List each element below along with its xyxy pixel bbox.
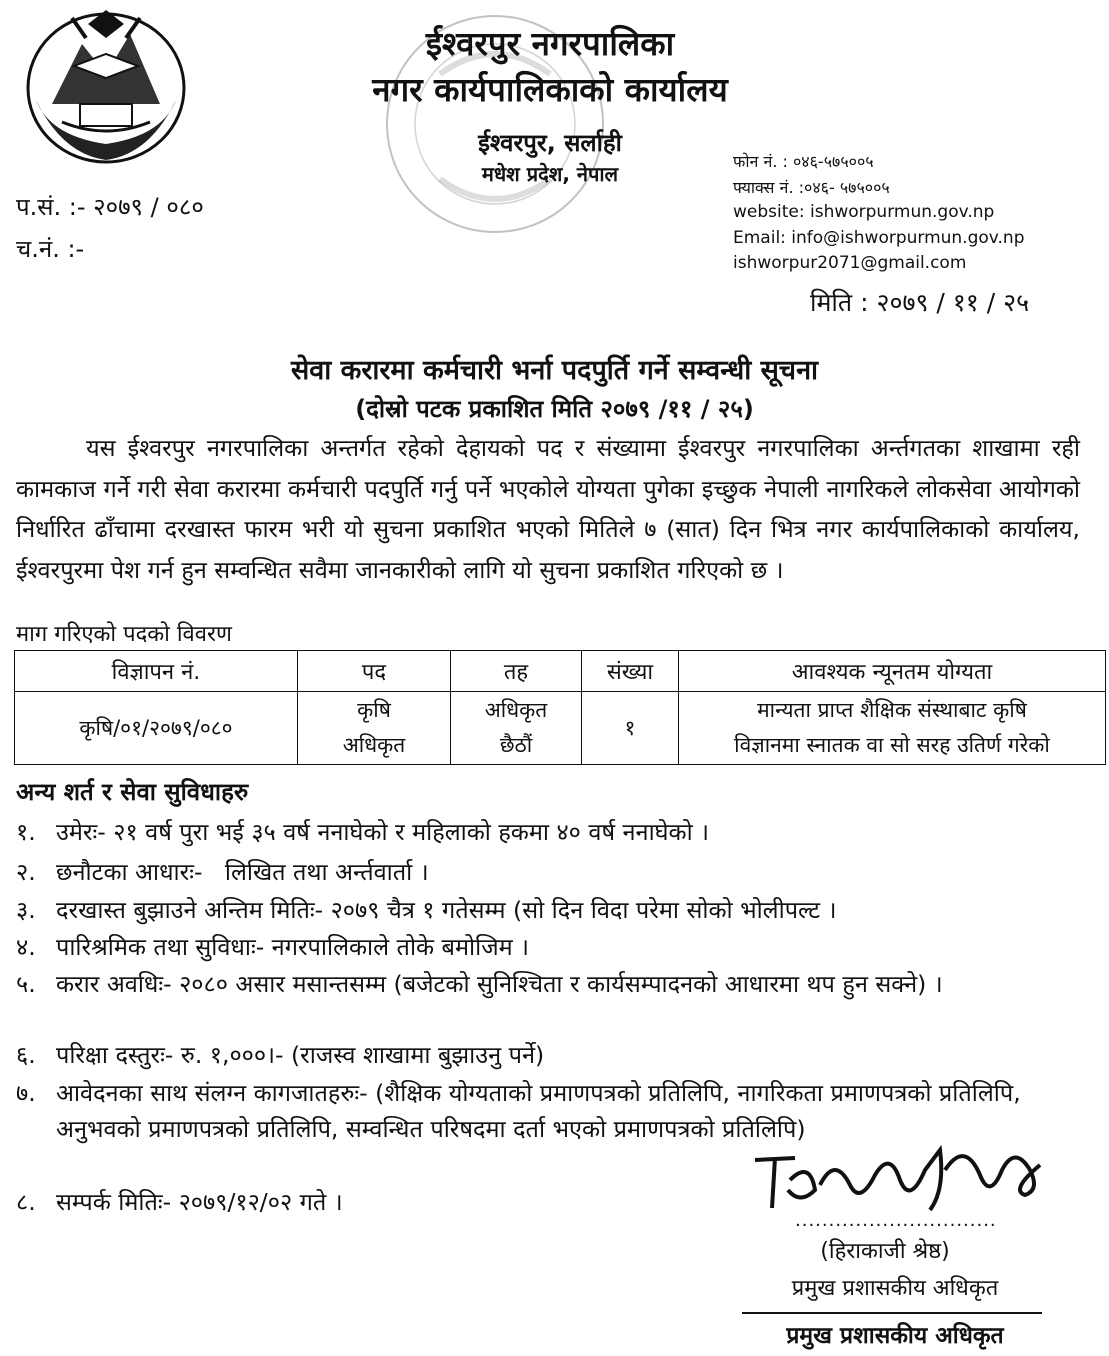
office-name: नगर कार्यपालिकाको कार्यालय bbox=[372, 70, 728, 109]
reference-number: प.सं. :- २०७९ / ०८० bbox=[16, 193, 204, 221]
cell-post bbox=[298, 692, 451, 765]
term-number: ८. bbox=[16, 1188, 36, 1216]
signature-divider bbox=[742, 1312, 1042, 1314]
signature-line: .............................. bbox=[795, 1210, 997, 1231]
address-line1: ईश्वरपुर, सर्लाही bbox=[478, 129, 622, 157]
term-text: छनौटका आधारः- लिखित तथा अर्न्तवार्ता । bbox=[56, 858, 429, 886]
term-item bbox=[16, 1038, 544, 1070]
cell-adv-no: कृषि/०१/२०७९/०८० bbox=[15, 692, 298, 765]
post-line1: कृषि bbox=[357, 698, 391, 722]
cell-count: १ bbox=[582, 692, 679, 765]
org-name: ईश्वरपुर नगरपालिका bbox=[425, 24, 675, 63]
term-text: दरखास्त बुझाउने अन्तिम मितिः- २०७९ चैत्र १ गतेसम्म (सो दिन विदा परेमा सोको भोलीपल्ट । bbox=[56, 896, 837, 924]
term-text: आवेदनका साथ संलग्न कागजातहरुः- (शैक्षिक योग्यताको प्रमाणपत्रको प्रतिलिपि, नागरिकता प्रमाणपत्रको प्रतिलिपि, अनुभवको प्रमाणपत्रको प्रतिलिपि, सम्वन्धित परिषदमा दर्ता भएको प्रमाणपत्रको प्रतिलिपि) bbox=[56, 1079, 1021, 1143]
term-item bbox=[16, 893, 837, 925]
email-text: Email: info@ishworpurmun.gov.np bbox=[733, 228, 1025, 248]
header-count: संख्या bbox=[582, 651, 679, 692]
level-line2: छैठौं bbox=[499, 733, 533, 757]
level-line1: अधिकृत bbox=[484, 698, 548, 722]
cell-qualification bbox=[679, 692, 1106, 765]
notice-paragraph-text: यस ईश्वरपुर नगरपालिका अन्तर्गत रहेको देहायको पद र संख्यामा ईश्वरपुर नगरपालिका अर्न्तगतका शाखामा रही कामकाज गर्ने गरी सेवा करारमा कर्मचारी पदपुर्ति गर्नु पर्ने भएकोले योग्यता पुगेका इच्छुक नेपाली नागरिकले लोकसेवा आयोगको निर्धारित ढाँचामा दरखास्त फारम भरी यो सुचना प्रकाशित भएको मितिले ७ (सात) दिन भित्र नगर कार्यपालिकाको कार्यालय, ईश्वरपुरमा पेश गर्न हुन सम्वन्धित सवैमा जानकारीको लागि यो सुचना प्रकाशित गरिएको छ । bbox=[16, 434, 1080, 584]
notice-paragraph bbox=[16, 428, 1080, 590]
cell-level bbox=[451, 692, 582, 765]
email-secondary-text: ishworpur2071@gmail.com bbox=[733, 253, 967, 273]
dispatch-number: च.नं. :- bbox=[16, 235, 85, 263]
term-text: उमेरः- २१ वर्ष पुरा भई ३५ वर्ष ननाघेको र महिलाको हकमा ४० वर्ष ननाघेको । bbox=[56, 818, 710, 846]
table-row bbox=[15, 692, 1106, 765]
notice-title: सेवा करारमा कर्मचारी भर्ना पदपुर्ति गर्ने सम्वन्धी सूचना bbox=[290, 355, 819, 386]
table-heading: माग गरिएको पदको विवरण bbox=[16, 622, 232, 647]
term-number: १. bbox=[16, 818, 36, 846]
term-text: परिक्षा दस्तुरः- रु. १,०००।- (राजस्व शाखामा बुझाउनु पर्ने) bbox=[56, 1041, 545, 1069]
signature-icon bbox=[740, 1130, 1060, 1220]
term-item bbox=[16, 815, 709, 847]
header-qualification: आवश्यक न्यूनतम योग्यता bbox=[679, 651, 1106, 692]
term-number: ७. bbox=[16, 1079, 36, 1107]
term-text: करार अवधिः- २०८० असार मसान्तसम्म (बजेटको सुनिश्चिता र कार्यसम्पादनको आधारमा थप हुन सक्ने) । bbox=[56, 970, 943, 998]
term-item bbox=[16, 855, 429, 887]
phone-text: फोन नं. : ०४६-५७५००५ bbox=[733, 152, 874, 171]
terms-heading: अन्य शर्त र सेवा सुविधाहरु bbox=[16, 778, 249, 806]
header-post: पद bbox=[298, 651, 451, 692]
notice-date: मिति : २०७९ / ११ / २५ bbox=[810, 288, 1030, 317]
stamp-title: प्रमुख प्रशासकीय अधिकृत bbox=[786, 1323, 1004, 1349]
header-adv-no: विज्ञापन नं. bbox=[15, 651, 298, 692]
term-item bbox=[16, 1185, 343, 1217]
post-line2: अधिकृत bbox=[342, 733, 406, 757]
signer-name: (हिराकाजी श्रेष्ठ) bbox=[820, 1239, 950, 1264]
notice-subtitle: (दोस्रो पटक प्रकाशित मिति २०७९ /११ / २५) bbox=[355, 395, 754, 423]
term-text: सम्पर्क मितिः- २०७९/१२/०२ गते । bbox=[56, 1188, 343, 1216]
posts-table bbox=[14, 650, 1106, 765]
table-header-row bbox=[15, 651, 1106, 692]
qual-line2: विज्ञानमा स्नातक वा सो सरह उतिर्ण गरेको bbox=[734, 733, 1050, 757]
signer-title: प्रमुख प्रशासकीय अधिकृत bbox=[791, 1276, 999, 1301]
nepal-emblem-icon bbox=[22, 4, 190, 166]
term-item bbox=[16, 930, 529, 962]
term-item bbox=[16, 966, 1096, 1002]
term-text: पारिश्रमिक तथा सुविधाः- नगरपालिकाले तोके बमोजिम । bbox=[56, 933, 530, 961]
term-number: ३. bbox=[16, 896, 36, 924]
fax-text: फ्याक्स नं. :०४६- ५७५००५ bbox=[733, 178, 890, 197]
qual-line1: मान्यता प्राप्त शैक्षिक संस्थाबाट कृषि bbox=[757, 698, 1027, 722]
website-text: website: ishworpurmun.gov.np bbox=[733, 202, 995, 222]
term-number: ५. bbox=[16, 970, 36, 998]
term-number: ६. bbox=[16, 1041, 36, 1069]
address-line2: मधेश प्रदेश, नेपाल bbox=[481, 162, 619, 186]
term-number: २. bbox=[16, 858, 36, 886]
header-level: तह bbox=[451, 651, 582, 692]
term-number: ४. bbox=[16, 933, 36, 961]
